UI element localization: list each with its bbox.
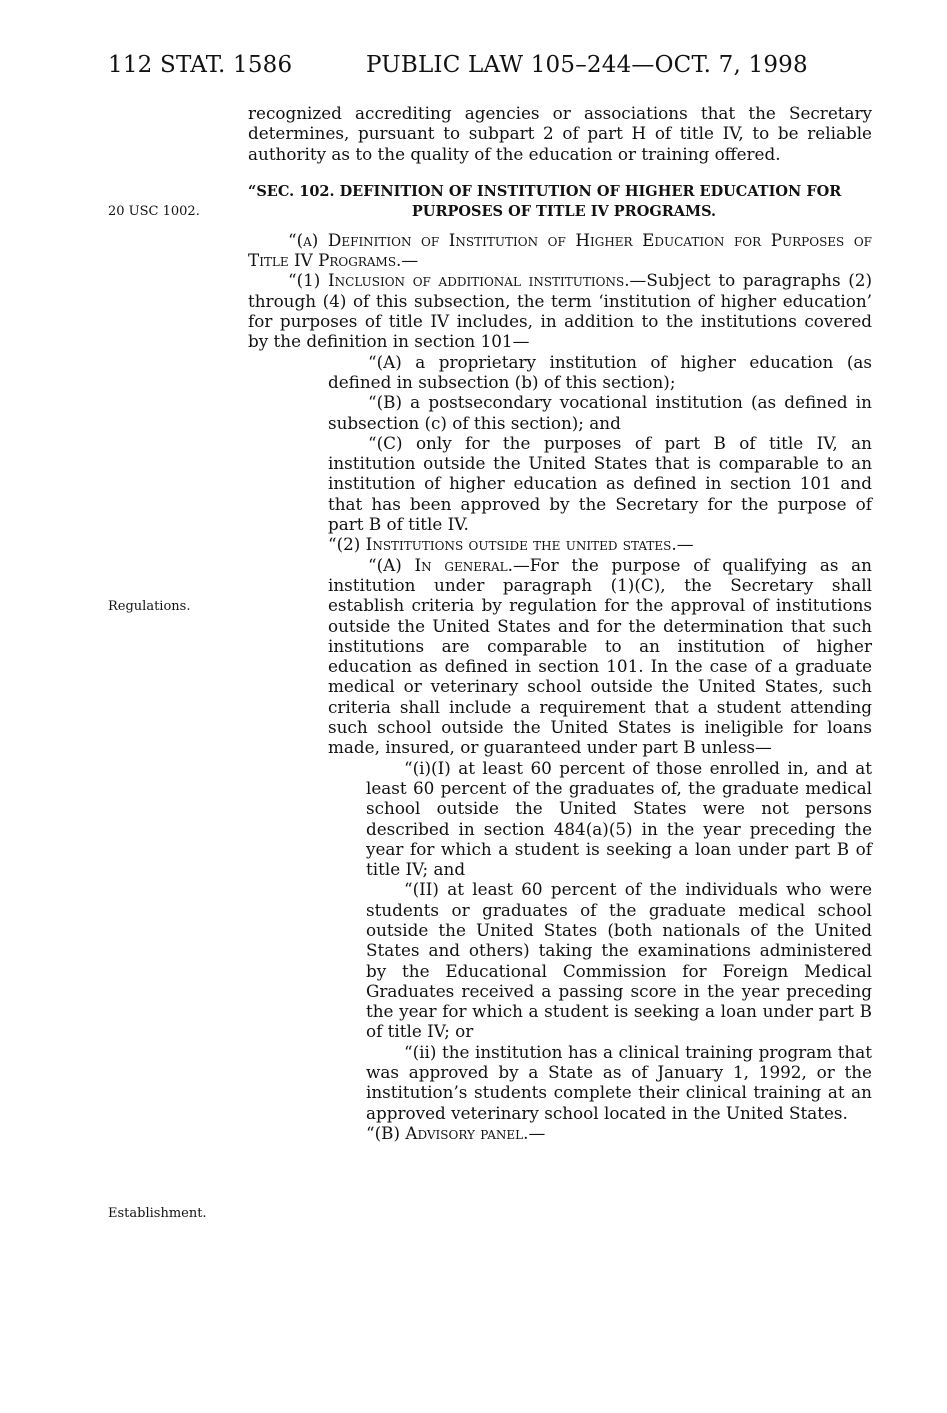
margin-note-regulations: Regulations. [108,599,191,614]
paragraph-1-heading: “(1) Inclusion of additional institutions.— [288,270,647,291]
margin-note-usc: 20 USC 1002. [108,204,200,219]
subparagraph-2B-heading: “(B) Advisory panel.— [366,1122,546,1143]
subparagraph-1A: “(A) a proprietary institution of higher education (as defined in subsection (b) of this section); [328,351,872,392]
paragraph-1 [248,270,872,351]
paragraph-2-heading: “(2) Institutions outside the united states.— [328,534,694,555]
subparagraph-2A-text: For the purpose of qualifying as an institution under paragraph (1)(C), the Secretary shall establish criteria by regulation for the approval of institutions outside the United States and for the determination that such institutions are comparable to an institution of higher education as defined in section 101. In the case of a graduate medical or veterinary school outside the United States, such criteria shall include a requirement that a student attending such school outside the United States is ineligible for loans made, insured, or guaranteed under part B unless— [328,554,872,758]
clause-i-I: “(i)(I) at least 60 percent of those enrolled in, and at least 60 percent of the graduates of, the graduate medical school outside the United States were not persons described in section 484(a)(5) in the year preceding the year for which a student is seeking a loan under part B of title IV; and [366,757,872,880]
margin-note-establishment: Establishment. [108,1206,207,1221]
paragraph-1-text: Subject to paragraphs (2) through (4) of this subsection, the term ‘institution of higher education’ for purposes of title IV includes, in addition to the institutions covered by the definition in section 101— [248,270,872,352]
subsection-a-heading: “(a) Definition of Institution of Higher Education for Purposes of Title IV Programs.— [248,229,872,271]
subparagraph-1C: “(C) only for the purposes of part B of title IV, an institution outside the United States that is comparable to an institution of higher education as defined in section 101 and that has been approved by the Secretary for the purpose of part B of title IV. [328,432,872,535]
stat-citation: 112 STAT. 1586 [108,52,293,78]
clause-i-II: “(II) at least 60 percent of the individuals who were students or graduates of the graduate medical school outside the United States (both nationals of the United States and others) taking the examinations administered by the Educational Commission for Foreign Medical Graduates received a passing score in the year preceding the year for which a student is seeking a loan under part B of title IV; or [366,879,872,1042]
body-text [248,103,872,1143]
subparagraph-2A [248,555,872,758]
subparagraph-2A-heading: “(A) In general.— [368,554,530,575]
section-heading [248,182,872,222]
clause-ii: “(ii) the institution has a clinical training program that was approved by a State as of January 1, 1992, or the institution’s students complete their clinical training at an approved veterinary school located in the United States. [366,1041,872,1123]
section-heading-line2: PURPOSES OF TITLE IV PROGRAMS. [411,202,717,220]
subparagraph-1B: “(B) a postsecondary vocational institution (as defined in subsection (c) of this section); and [328,392,872,433]
section-heading-line1: “SEC. 102. DEFINITION OF INSTITUTION OF HIGHER EDUCATION FOR [248,182,842,200]
paragraph-continuation: recognized accrediting agencies or associations that the Secretary determines, pursuant to subpart 2 of part H of title IV, to be reliable authority as to the quality of the education or training offered. [248,103,872,164]
public-law-header: PUBLIC LAW 105–244—OCT. 7, 1998 [366,52,808,78]
